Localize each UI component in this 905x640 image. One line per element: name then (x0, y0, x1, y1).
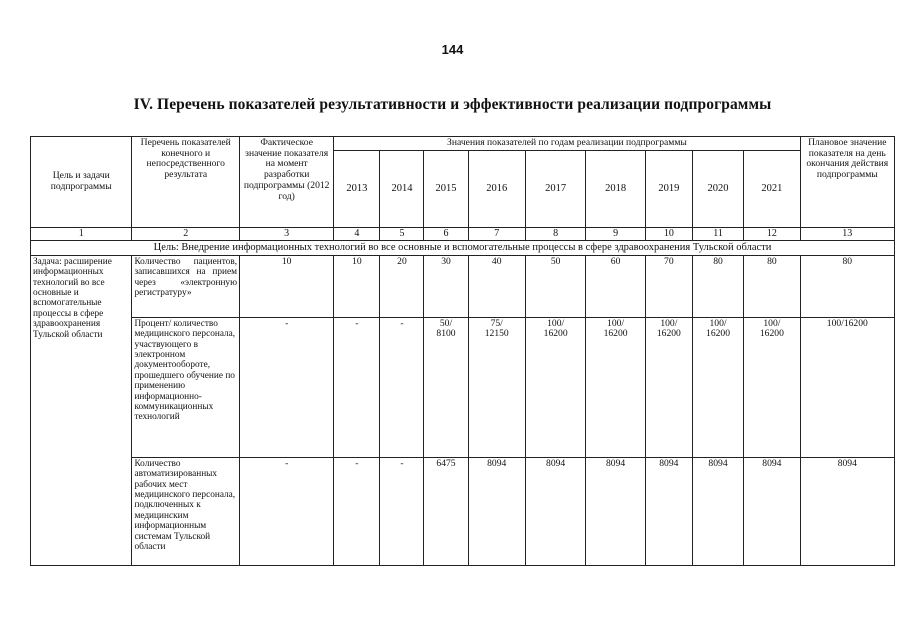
year-value: 70 (645, 255, 692, 317)
year-2014: 2014 (380, 150, 424, 227)
goal-row (31, 240, 895, 255)
task-text: Задача: расширение информационных технологий во все основные и вспомогательные процессы в сфере здравоохранения Тульской области (31, 255, 132, 565)
year-value: - (380, 317, 424, 457)
header-years-group: Значения показателей по годам реализации подпрограммы (334, 137, 800, 151)
year-value: 8094 (645, 457, 692, 565)
col-number: 12 (744, 227, 800, 240)
year-value: 75/ 12150 (468, 317, 525, 457)
table-row (31, 255, 895, 317)
planned-value: 80 (800, 255, 894, 317)
header-planned: Плановое значение показателя на день окончания действия подпрограммы (800, 137, 894, 228)
table-row (31, 457, 895, 565)
year-value: 100/ 16200 (645, 317, 692, 457)
year-value: 8094 (744, 457, 800, 565)
col-number: 7 (468, 227, 525, 240)
indicator-name: Количество пациентов, записавшихся на прием через «электронную регистратуру» (132, 255, 240, 317)
year-value: 8094 (468, 457, 525, 565)
year-2018: 2018 (586, 150, 645, 227)
year-value: 100/ 16200 (692, 317, 743, 457)
year-value: 40 (468, 255, 525, 317)
col-number: 8 (525, 227, 585, 240)
col-number: 10 (645, 227, 692, 240)
indicator-name: Процент/ количество медицинского персонала, участвующего в электронном документообороте, прошедшего обучение по применению информационно-коммуникационных технологий (132, 317, 240, 457)
year-2021: 2021 (744, 150, 800, 227)
col-number: 4 (334, 227, 380, 240)
year-value: 60 (586, 255, 645, 317)
header-goals: Цель и задачи подпрограммы (31, 137, 132, 228)
page-number: 144 (441, 42, 464, 57)
year-value: 100/ 16200 (525, 317, 585, 457)
year-value: 80 (692, 255, 743, 317)
col-number: 6 (424, 227, 468, 240)
year-value: - (380, 457, 424, 565)
col-number: 3 (240, 227, 334, 240)
planned-value: 8094 (800, 457, 894, 565)
table-row (31, 317, 895, 457)
indicators-table (30, 136, 895, 566)
year-value: - (334, 457, 380, 565)
year-2019: 2019 (645, 150, 692, 227)
col-number: 2 (132, 227, 240, 240)
actual-value: - (240, 317, 334, 457)
year-2015: 2015 (424, 150, 468, 227)
year-value: 100/ 16200 (744, 317, 800, 457)
year-value: 100/ 16200 (586, 317, 645, 457)
column-numbers-row (31, 227, 895, 240)
header-row-1 (31, 137, 895, 151)
col-number: 1 (31, 227, 132, 240)
year-value: 8094 (525, 457, 585, 565)
year-value: 8094 (692, 457, 743, 565)
year-value: 50 (525, 255, 585, 317)
year-value: 30 (424, 255, 468, 317)
year-2016: 2016 (468, 150, 525, 227)
planned-value: 100/16200 (800, 317, 894, 457)
header-indicators: Перечень показателей конечного и непосредственного результата (132, 137, 240, 228)
year-value: 6475 (424, 457, 468, 565)
goal-text: Цель: Внедрение информационных технологий во все основные и вспомогательные процессы в сфере здравоохранения Тульской области (31, 240, 895, 255)
year-value: 80 (744, 255, 800, 317)
actual-value: - (240, 457, 334, 565)
col-number: 9 (586, 227, 645, 240)
indicator-name: Количество автоматизированных рабочих мест медицинского персонала, подключенных к медицинским информационным системам Тульской области (132, 457, 240, 565)
col-number: 5 (380, 227, 424, 240)
section-title: IV. Перечень показателей результативности и эффективности реализации подпрограммы (133, 96, 772, 113)
year-value: 8094 (586, 457, 645, 565)
year-value: 10 (334, 255, 380, 317)
actual-value: 10 (240, 255, 334, 317)
year-value: 50/ 8100 (424, 317, 468, 457)
col-number: 11 (692, 227, 743, 240)
header-actual-2012: Фактическое значение показателя на момент разработки подпрограммы (2012 год) (240, 137, 334, 228)
year-2017: 2017 (525, 150, 585, 227)
year-value: 20 (380, 255, 424, 317)
year-value: - (334, 317, 380, 457)
year-2013: 2013 (334, 150, 380, 227)
col-number: 13 (800, 227, 894, 240)
year-2020: 2020 (692, 150, 743, 227)
